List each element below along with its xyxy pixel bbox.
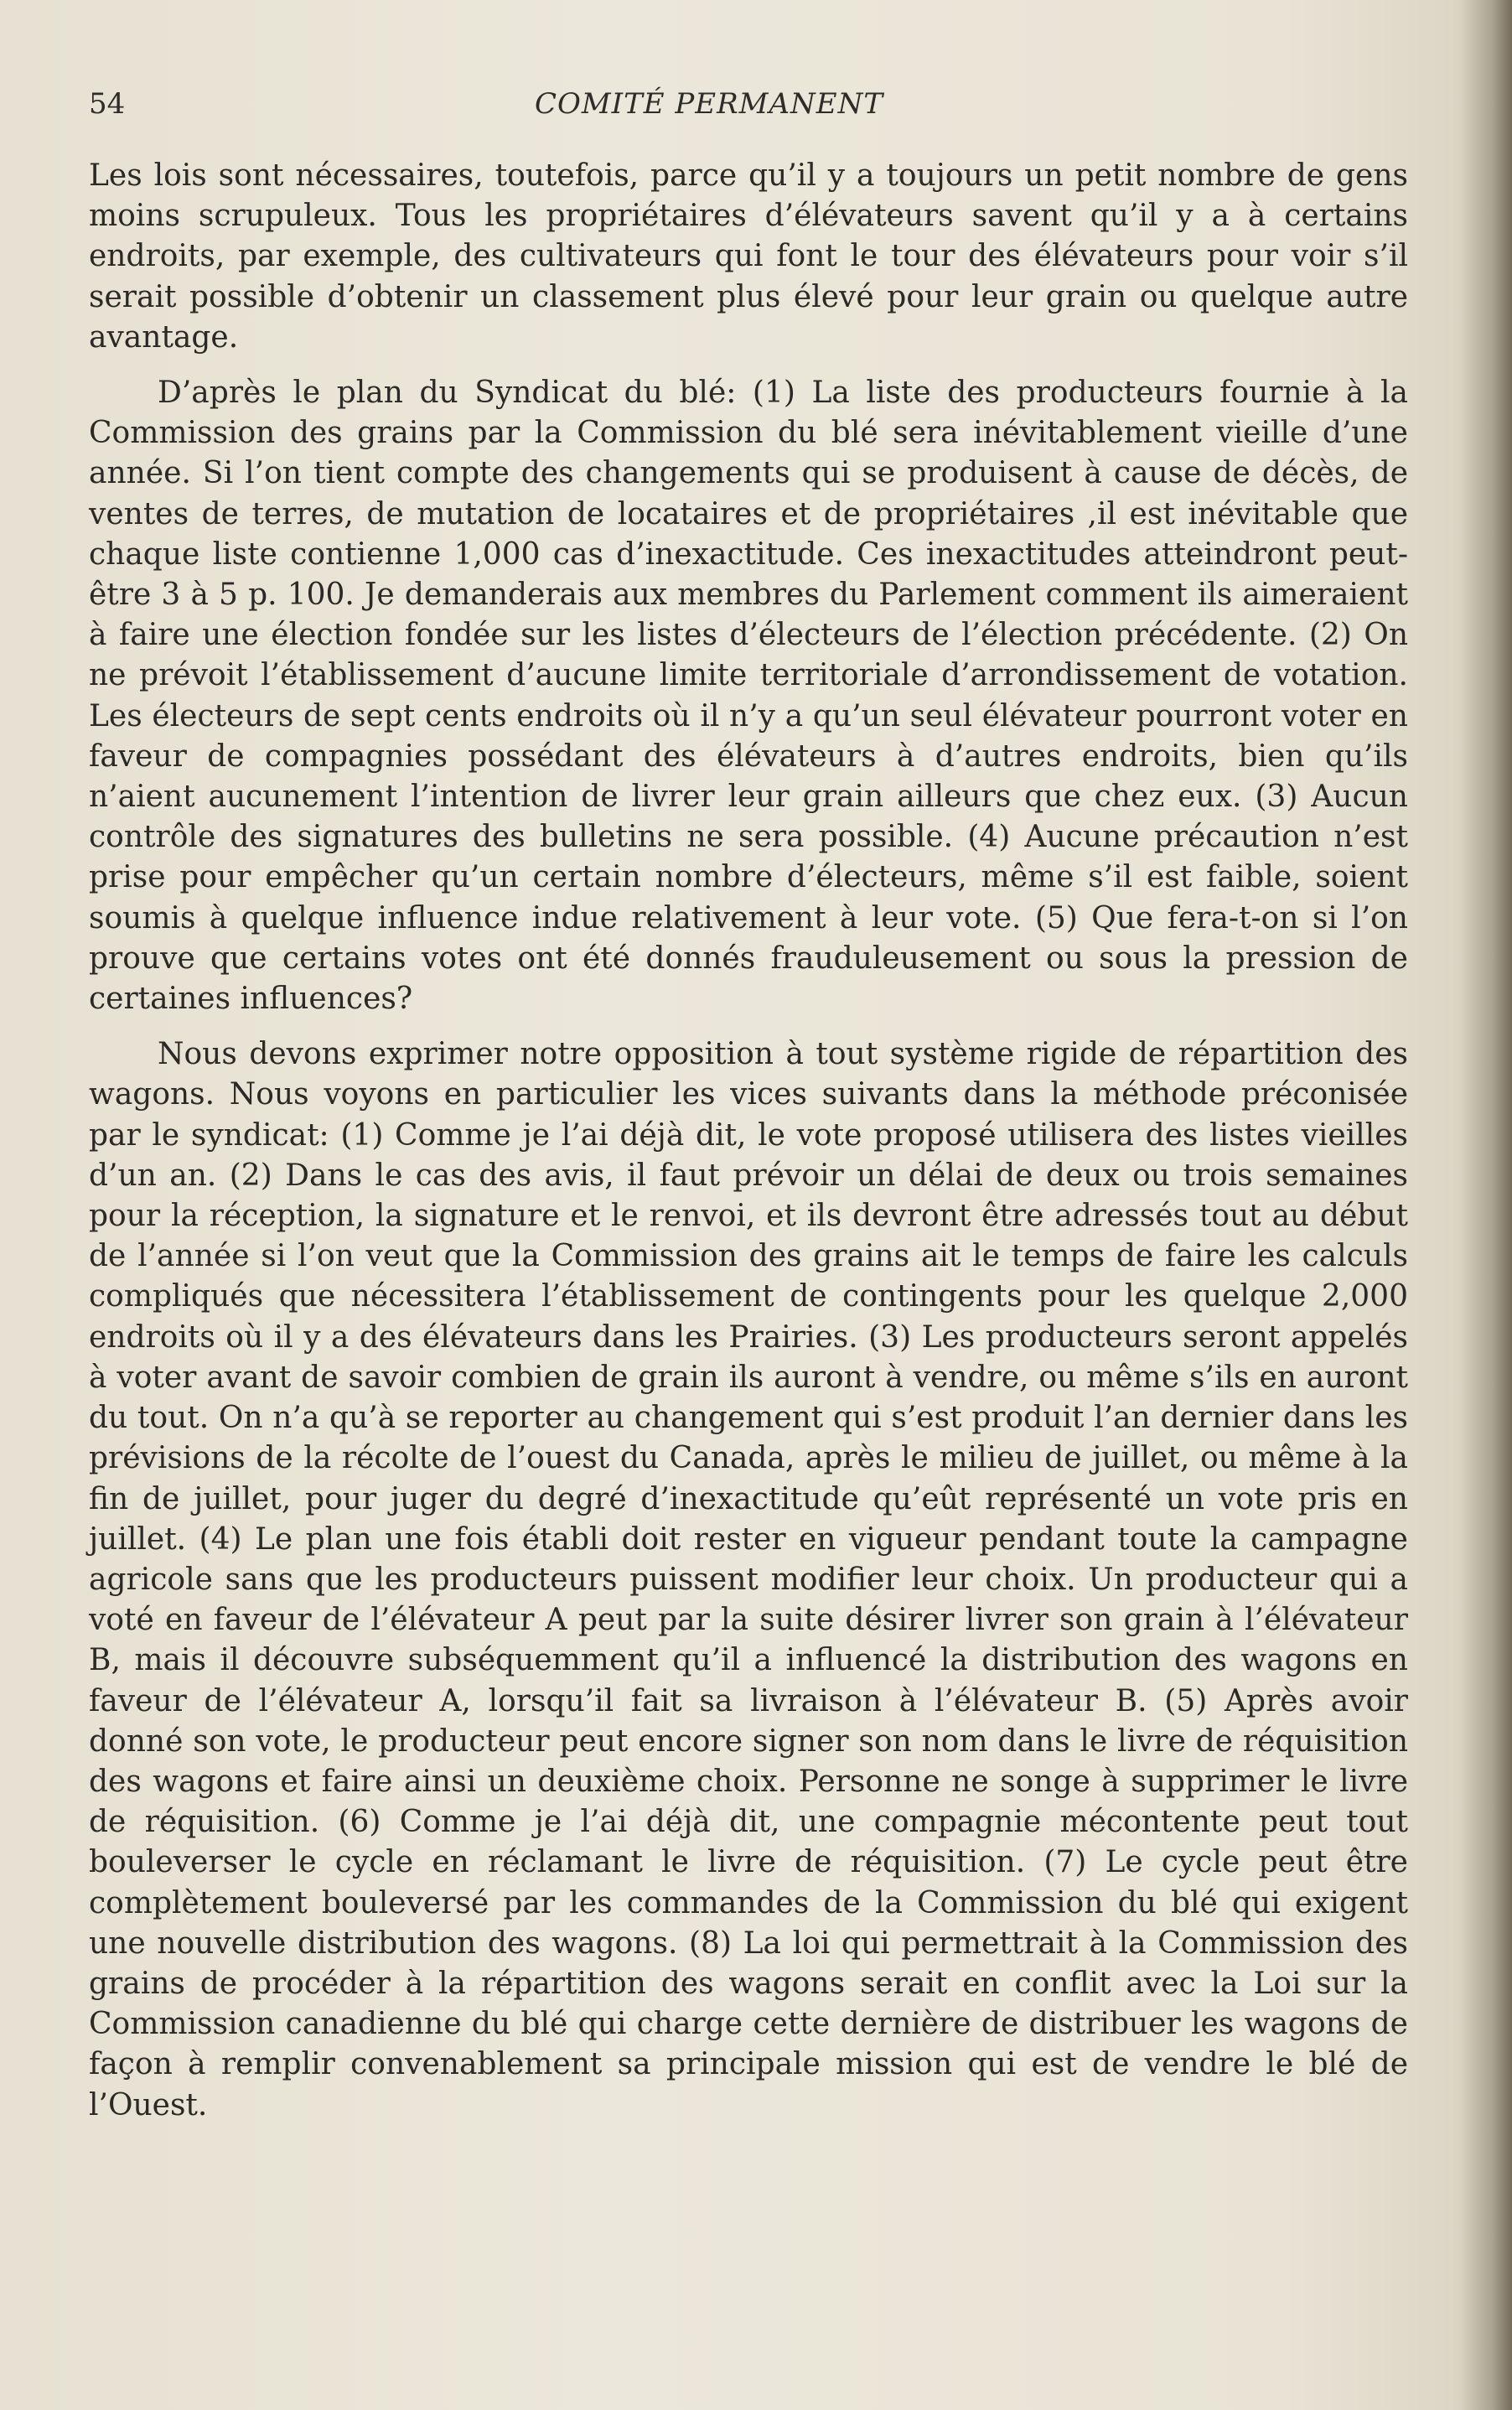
paragraph-1: Les lois sont nécessaires, toutefois, parce qu’il y a toujours un petit nombre de gens moins scrupuleux. Tous les propriétaires d’élévateurs savent qu’il y a à certains endroits, par exemple, des cultivateurs qui font le tour des élévateurs pour voir s’il serait possible d’obtenir un classement plus élevé pour leur grain ou quelque autre avantage. xyxy=(89,158,1408,355)
paragraph-2: D’après le plan du Syndicat du blé: (1) La liste des producteurs fournie à la Commission des grains par la Commission du blé sera inévitablement vieille d’une année. Si l’on tient compte des changements qui se produisent à cause de décès, de ventes de terres, de mutation de locataires et de propriétaires ,il est inévitable que chaque liste contienne 1,000 cas d’inexactitude. Ces inexactitudes atteindront peut-être 3 à 5 p. 100. Je demanderais aux membres du Parlement comment ils aimeraient à faire une élection fondée sur les listes d’électeurs de l’élection précédente. (2) On ne prévoit l’établissement d’aucune limite territoriale d’arrondissement de votation. Les électeurs de sept cents endroits où il n’y a qu’un seul élévateur pourront voter en faveur de compagnies possédant des élévateurs à d’autres endroits, bien qu’ils n’aient aucunement l’intention de livrer leur grain ailleurs que chez eux. (3) Aucun contrôle des signatures des bulletins ne sera possible. (4) Aucune précaution n’est prise pour empêcher qu’un certain nombre d’électeurs, même s’il est faible, soient soumis à quelque influence indue relativement à leur vote. (5) Que fera-t-on si l’on prouve que certains votes ont été donnés frauduleusement ou sous la pression de certaines influences? xyxy=(89,376,1408,1017)
body-text xyxy=(89,156,1408,2141)
page-number: 54 xyxy=(89,87,126,121)
running-head: COMITÉ PERMANENT xyxy=(534,87,884,121)
page-header xyxy=(89,84,1413,134)
page-edge-shadow xyxy=(1462,0,1512,2410)
paragraph-3: Nous devons exprimer notre opposition à tout système rigide de répartition des wagons. Nous voyons en particulier les vices suivants dans la méthode préconisée par le syndicat: (1) Comme je l’ai déjà dit, le vote proposé utilisera des listes vieilles d’un an. (2) Dans le cas des avis, il faut prévoir un délai de deux ou trois semaines pour la réception, la signature et le renvoi, et ils devront être adressés tout au début de l’année si l’on veut que la Commission des grains ait le temps de faire les calculs compliqués que nécessitera l’établissement de contingents pour les quelque 2,000 endroits où il y a des élévateurs dans les Prairies. (3) Les producteurs seront appelés à voter avant de savoir combien de grain ils auront à vendre, ou même s’ils en auront du tout. On n’a qu’à se reporter au changement qui s’est produit l’an dernier dans les prévisions de la récolte de l’ouest du Canada, après le milieu de juillet, ou même à la fin de juillet, pour juger du degré d’inexactitude qu’eût représenté un vote pris en juillet. (4) Le plan une fois établi doit rester en vigueur pendant toute la campagne agricole sans que les producteurs puissent modifier leur choix. Un producteur qui a voté en faveur de l’élévateur A peut par la suite désirer livrer son grain à l’élévateur B, mais il découvre subséquemment qu’il a influencé la distribution des wagons en faveur de l’élévateur A, lorsqu’il fait sa livraison à l’élévateur B. (5) Après avoir donné son vote, le producteur peut encore signer son nom dans le livre de réquisition des wagons et faire ainsi un deuxième choix. Personne ne songe à supprimer le livre de réquisition. (6) Comme je l’ai déjà dit, une compagnie mécontente peut tout bouleverser le cycle en réclamant le livre de réquisition. (7) Le cycle peut être complètement bouleversé par les commandes de la Commission du blé qui exigent une nouvelle distribution des wagons. (8) La loi qui permettrait à la Commission des grains de procéder à la répartition des wagons serait en conflit avec la Loi sur la Commission canadienne du blé qui charge cette dernière de distribuer les wagons de façon à remplir convenablement sa principale mission qui est de vendre le blé de l’Ouest. xyxy=(89,1037,1408,2122)
